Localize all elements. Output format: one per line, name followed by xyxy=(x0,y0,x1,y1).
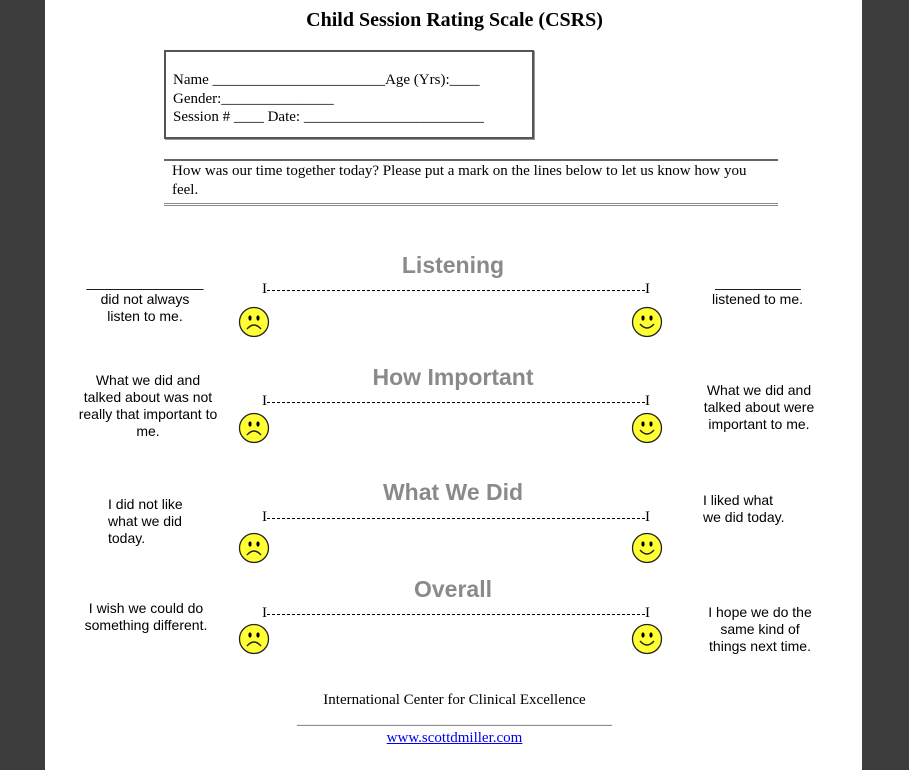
name-age-line: Name _______________________Age (Yrs):____ xyxy=(173,72,480,88)
section-title-how-important: How Important xyxy=(372,364,534,390)
right-anchor-what-we-did: I liked what we did today. xyxy=(703,492,785,525)
right-anchor-overall: I hope we do the same kind of things next time. xyxy=(708,604,812,654)
sad-face-icon xyxy=(238,532,270,569)
rating-line-what-we-did[interactable] xyxy=(262,509,650,525)
sad-face-icon xyxy=(238,623,270,660)
scale-start: I xyxy=(262,392,267,409)
left-anchor-important: What we did and talked about was not really that important to me. xyxy=(78,372,218,439)
instructions: How was our time together today? Please put a mark on the lines below to let us know how you feel. xyxy=(164,159,778,206)
happy-face-icon xyxy=(631,532,663,569)
scale-end: I xyxy=(645,604,650,621)
happy-face-icon xyxy=(631,623,663,660)
scale-start: I xyxy=(262,604,267,621)
left-blank: _______________ xyxy=(86,274,204,290)
section-title-overall: Overall xyxy=(414,576,492,602)
left-anchor-listening: did not always listen to me. xyxy=(100,291,190,324)
dashed-line[interactable] xyxy=(267,518,645,519)
rating-line-important[interactable] xyxy=(262,393,650,409)
sad-face-icon xyxy=(238,306,270,343)
right-anchor-listening: listened to me. xyxy=(711,291,804,307)
left-anchor-what-we-did: I did not like what we did today. xyxy=(108,496,183,546)
scale-end: I xyxy=(645,280,650,297)
website-link[interactable]: www.scottdmiller.com xyxy=(386,730,523,746)
document-title: Child Session Rating Scale (CSRS) xyxy=(306,9,603,31)
dashed-line[interactable] xyxy=(267,402,645,403)
client-info-box xyxy=(164,50,534,139)
footer-rule: __________________________________________ xyxy=(297,712,612,728)
scale-start: I xyxy=(262,280,267,297)
scale-end: I xyxy=(645,392,650,409)
right-blank: ___________ xyxy=(715,274,801,290)
left-anchor-overall: I wish we could do something different. xyxy=(84,600,208,633)
dashed-line[interactable] xyxy=(267,614,645,615)
session-date-line: Session # ____ Date: ________________________ xyxy=(173,109,484,125)
scale-end: I xyxy=(645,508,650,525)
dashed-line[interactable] xyxy=(267,290,645,291)
gender-line: Gender:_______________ xyxy=(173,90,334,107)
footer-org: International Center for Clinical Excellence xyxy=(323,692,586,708)
happy-face-icon xyxy=(631,306,663,343)
rating-line-listening[interactable] xyxy=(262,281,650,297)
rating-line-overall[interactable] xyxy=(262,605,650,621)
scale-start: I xyxy=(262,508,267,525)
sad-face-icon xyxy=(238,412,270,449)
section-title-what-we-did: What We Did xyxy=(382,479,524,505)
happy-face-icon xyxy=(631,412,663,449)
right-anchor-important: What we did and talked about were important to me. xyxy=(703,382,815,432)
section-title-listening: Listening xyxy=(401,252,505,278)
